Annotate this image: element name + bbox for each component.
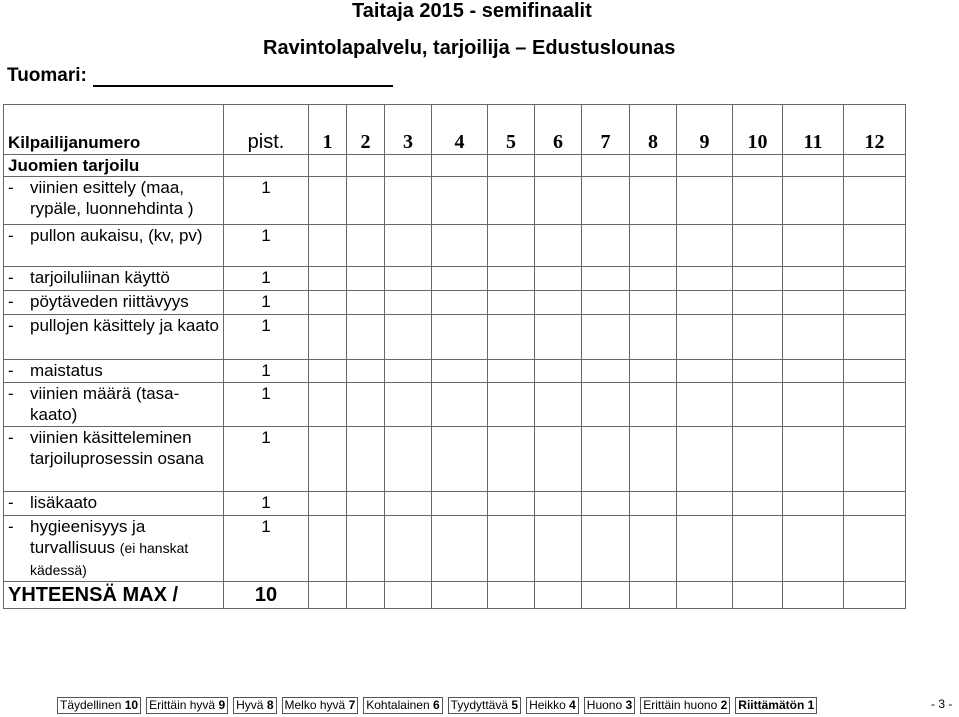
bullet-dash: - <box>8 268 14 287</box>
score-cell[interactable] <box>432 291 488 315</box>
score-cell[interactable] <box>630 225 677 267</box>
criterion-label <box>4 427 224 492</box>
score-cell[interactable] <box>385 315 432 360</box>
score-cell[interactable] <box>309 291 347 315</box>
score-cell[interactable] <box>630 177 677 225</box>
score-cell[interactable] <box>630 582 677 609</box>
score-cell[interactable] <box>733 291 783 315</box>
score-cell[interactable] <box>582 155 630 177</box>
criterion-points: 1 <box>224 177 309 225</box>
scoring-table <box>3 104 906 609</box>
criterion-text: pöytäveden riittävyys <box>30 292 189 311</box>
score-cell[interactable] <box>677 291 733 315</box>
score-cell[interactable] <box>488 291 535 315</box>
competitor-number: 4 <box>432 105 488 155</box>
criterion-points: 1 <box>224 315 309 360</box>
score-cell[interactable] <box>630 492 677 516</box>
bullet-dash: - <box>8 316 14 335</box>
score-cell[interactable] <box>582 267 630 291</box>
score-cell[interactable] <box>677 225 733 267</box>
score-cell[interactable] <box>488 177 535 225</box>
score-cell[interactable] <box>677 383 733 427</box>
criterion-row <box>4 492 906 516</box>
total-points: 10 <box>224 582 309 609</box>
legend-value: 8 <box>266 698 274 712</box>
legend-value: 6 <box>432 698 440 712</box>
score-cell[interactable] <box>309 177 347 225</box>
score-cell[interactable] <box>432 177 488 225</box>
legend-value: 5 <box>511 698 519 712</box>
score-cell[interactable] <box>733 360 783 383</box>
bullet-dash: - <box>8 226 14 245</box>
bullet-dash: - <box>8 384 14 403</box>
score-cell[interactable] <box>844 383 906 427</box>
legend-value: 1 <box>807 698 815 712</box>
score-cell[interactable] <box>488 155 535 177</box>
bullet-dash: - <box>8 517 14 536</box>
score-cell[interactable] <box>488 383 535 427</box>
score-cell[interactable] <box>535 315 582 360</box>
score-cell[interactable] <box>347 582 385 609</box>
score-cell[interactable] <box>844 582 906 609</box>
criterion-text: pullojen käsittely ja kaato <box>30 316 220 335</box>
score-cell[interactable] <box>582 225 630 267</box>
legend-value: 9 <box>218 698 226 712</box>
score-cell[interactable] <box>844 177 906 225</box>
criterion-points: 1 <box>224 492 309 516</box>
score-cell[interactable] <box>347 267 385 291</box>
legend-label: Erittäin huono <box>643 698 718 712</box>
score-cell[interactable] <box>733 225 783 267</box>
score-cell[interactable] <box>432 427 488 492</box>
score-cell[interactable] <box>488 360 535 383</box>
header-row <box>4 105 906 155</box>
score-cell[interactable] <box>432 516 488 582</box>
score-cell[interactable] <box>844 155 906 177</box>
score-cell[interactable] <box>783 267 844 291</box>
score-cell[interactable] <box>432 582 488 609</box>
score-cell[interactable] <box>844 360 906 383</box>
legend-label: Huono <box>586 698 623 712</box>
competitor-number: 10 <box>733 105 783 155</box>
criterion-note: (ei hanskat kädessä) <box>30 540 189 578</box>
legend-value: 7 <box>348 698 356 712</box>
score-cell[interactable] <box>347 492 385 516</box>
score-cell[interactable] <box>630 360 677 383</box>
competitor-number: 6 <box>535 105 582 155</box>
score-cell[interactable] <box>783 225 844 267</box>
score-cell[interactable] <box>844 267 906 291</box>
criterion-points: 1 <box>224 427 309 492</box>
criterion-text: viinien esittely (maa, rypäle, luonnehdinta ) <box>30 178 194 218</box>
score-cell[interactable] <box>347 383 385 427</box>
score-cell[interactable] <box>677 492 733 516</box>
judge-label: Tuomari: <box>7 65 87 86</box>
score-cell[interactable] <box>677 155 733 177</box>
legend-item <box>57 697 141 714</box>
page-number: - 3 - <box>931 697 953 711</box>
score-cell[interactable] <box>844 315 906 360</box>
criterion-text: tarjoiluliinan käyttö <box>30 268 170 287</box>
legend-label: Erittäin hyvä <box>149 698 216 712</box>
score-cell[interactable] <box>309 582 347 609</box>
total-label: YHTEENSÄ MAX / <box>4 582 224 609</box>
score-cell[interactable] <box>630 315 677 360</box>
legend-item <box>233 697 276 714</box>
score-cell[interactable] <box>385 267 432 291</box>
criterion-points: 1 <box>224 516 309 582</box>
score-cell[interactable] <box>582 516 630 582</box>
legend-label: Täydellinen <box>60 698 122 712</box>
score-cell[interactable] <box>432 267 488 291</box>
score-cell[interactable] <box>432 492 488 516</box>
score-cell[interactable] <box>630 427 677 492</box>
score-cell[interactable] <box>783 427 844 492</box>
score-cell[interactable] <box>733 516 783 582</box>
score-cell[interactable] <box>385 383 432 427</box>
criterion-label <box>4 225 224 267</box>
legend-item <box>526 697 579 714</box>
score-cell[interactable] <box>733 427 783 492</box>
score-cell[interactable] <box>844 225 906 267</box>
score-cell[interactable] <box>488 582 535 609</box>
score-cell[interactable] <box>783 291 844 315</box>
criterion-points: 1 <box>224 360 309 383</box>
judge-field <box>7 65 393 87</box>
score-cell[interactable] <box>347 225 385 267</box>
competitor-number: 2 <box>347 105 385 155</box>
score-cell[interactable] <box>309 427 347 492</box>
score-cell[interactable] <box>733 155 783 177</box>
score-cell[interactable] <box>385 492 432 516</box>
score-cell[interactable] <box>535 267 582 291</box>
score-cell[interactable] <box>385 427 432 492</box>
legend-value: 10 <box>124 698 139 712</box>
competitor-number: 1 <box>309 105 347 155</box>
score-cell[interactable] <box>844 427 906 492</box>
judge-signature-line[interactable] <box>93 67 393 87</box>
legend-value: 3 <box>625 698 633 712</box>
legend-value: 2 <box>720 698 728 712</box>
score-cell[interactable] <box>677 516 733 582</box>
score-cell[interactable] <box>582 360 630 383</box>
criterion-points: 1 <box>224 291 309 315</box>
criterion-row <box>4 225 906 267</box>
score-cell[interactable] <box>347 155 385 177</box>
document-subtitle: Ravintolapalvelu, tarjoilija – Edustuslounas <box>263 37 676 59</box>
competitor-number: 12 <box>844 105 906 155</box>
criterion-label <box>4 383 224 427</box>
competitor-number: 8 <box>630 105 677 155</box>
score-cell[interactable] <box>535 383 582 427</box>
criterion-row <box>4 383 906 427</box>
legend-label: Riittämätön <box>738 698 805 712</box>
score-cell[interactable] <box>630 267 677 291</box>
legend-item <box>640 697 730 714</box>
score-cell[interactable] <box>677 315 733 360</box>
criterion-label <box>4 516 224 582</box>
score-cell[interactable] <box>347 516 385 582</box>
competitor-number: 7 <box>582 105 630 155</box>
score-cell[interactable] <box>733 383 783 427</box>
score-cell[interactable] <box>488 267 535 291</box>
criterion-label <box>4 291 224 315</box>
bullet-dash: - <box>8 428 14 447</box>
score-cell[interactable] <box>432 360 488 383</box>
bullet-dash: - <box>8 178 14 197</box>
legend-label: Tyydyttävä <box>450 698 509 712</box>
score-cell[interactable] <box>844 492 906 516</box>
score-cell[interactable] <box>733 315 783 360</box>
score-cell[interactable] <box>844 291 906 315</box>
score-cell[interactable] <box>733 267 783 291</box>
score-cell[interactable] <box>677 360 733 383</box>
criterion-text: pullon aukaisu, (kv, pv) <box>30 226 203 245</box>
score-cell[interactable] <box>783 155 844 177</box>
legend-item <box>363 697 442 714</box>
score-cell[interactable] <box>733 492 783 516</box>
score-cell[interactable] <box>733 582 783 609</box>
legend-item <box>735 697 817 714</box>
score-cell[interactable] <box>432 315 488 360</box>
legend-value: 4 <box>569 698 576 712</box>
score-cell[interactable] <box>488 516 535 582</box>
score-cell[interactable] <box>535 291 582 315</box>
criterion-text: viinien käsitteleminen tarjoiluprosessin osana <box>30 428 204 468</box>
score-cell[interactable] <box>582 315 630 360</box>
score-cell[interactable] <box>309 315 347 360</box>
grading-legend <box>57 697 817 714</box>
legend-item <box>146 697 228 714</box>
score-cell[interactable] <box>535 427 582 492</box>
score-cell[interactable] <box>582 383 630 427</box>
criterion-row <box>4 516 906 582</box>
score-cell[interactable] <box>535 582 582 609</box>
score-cell[interactable] <box>385 291 432 315</box>
score-cell[interactable] <box>347 360 385 383</box>
score-cell[interactable] <box>309 360 347 383</box>
competitor-number: 9 <box>677 105 733 155</box>
score-cell[interactable] <box>535 516 582 582</box>
score-cell[interactable] <box>630 291 677 315</box>
criterion-row <box>4 360 906 383</box>
criterion-text: viinien määrä (tasa-kaato) <box>30 384 180 424</box>
competitor-number: 3 <box>385 105 432 155</box>
score-cell[interactable] <box>309 516 347 582</box>
score-cell[interactable] <box>677 177 733 225</box>
score-cell[interactable] <box>432 225 488 267</box>
criterion-points: 1 <box>224 383 309 427</box>
criterion-label <box>4 177 224 225</box>
legend-label: Melko hyvä <box>284 698 346 712</box>
competitor-number-label: Kilpailijanumero <box>4 105 224 155</box>
criterion-row <box>4 291 906 315</box>
bullet-dash: - <box>8 493 14 512</box>
score-cell[interactable] <box>582 582 630 609</box>
criterion-row <box>4 267 906 291</box>
bullet-dash: - <box>8 361 14 380</box>
score-cell[interactable] <box>783 582 844 609</box>
criterion-label <box>4 492 224 516</box>
points-header: pist. <box>224 105 309 155</box>
score-cell[interactable] <box>733 177 783 225</box>
score-cell[interactable] <box>385 360 432 383</box>
section-row <box>4 155 906 177</box>
bullet-dash: - <box>8 292 14 311</box>
score-cell[interactable] <box>535 492 582 516</box>
legend-label: Hyvä <box>236 698 264 712</box>
section-title: Juomien tarjoilu <box>4 155 224 177</box>
score-cell[interactable] <box>309 383 347 427</box>
criterion-label <box>4 315 224 360</box>
score-cell[interactable] <box>783 315 844 360</box>
criterion-text: hygieenisyys ja turvallisuus <box>30 517 146 557</box>
score-cell[interactable] <box>488 225 535 267</box>
legend-item <box>584 697 635 714</box>
score-cell[interactable] <box>582 492 630 516</box>
score-cell[interactable] <box>385 155 432 177</box>
score-cell[interactable] <box>582 177 630 225</box>
score-cell[interactable] <box>432 383 488 427</box>
score-cell[interactable] <box>783 360 844 383</box>
legend-label: Heikko <box>529 698 566 712</box>
score-cell[interactable] <box>347 177 385 225</box>
legend-item <box>448 697 521 714</box>
score-cell[interactable] <box>535 225 582 267</box>
criterion-text: maistatus <box>30 361 103 380</box>
score-cell[interactable] <box>309 492 347 516</box>
points-cell <box>224 155 309 177</box>
score-cell[interactable] <box>783 383 844 427</box>
score-cell[interactable] <box>309 155 347 177</box>
competitor-number: 11 <box>783 105 844 155</box>
criterion-label <box>4 360 224 383</box>
score-cell[interactable] <box>677 582 733 609</box>
score-cell[interactable] <box>347 291 385 315</box>
criterion-points: 1 <box>224 267 309 291</box>
total-row <box>4 582 906 609</box>
criterion-points: 1 <box>224 225 309 267</box>
document-title: Taitaja 2015 - semifinaalit <box>352 0 592 22</box>
score-cell[interactable] <box>582 291 630 315</box>
score-cell[interactable] <box>385 516 432 582</box>
legend-label: Kohtalainen <box>366 698 430 712</box>
criterion-label <box>4 267 224 291</box>
score-cell[interactable] <box>630 383 677 427</box>
score-cell[interactable] <box>677 427 733 492</box>
score-cell[interactable] <box>630 516 677 582</box>
criterion-row <box>4 427 906 492</box>
score-cell[interactable] <box>488 315 535 360</box>
score-cell[interactable] <box>347 427 385 492</box>
legend-item <box>282 697 359 714</box>
score-cell[interactable] <box>385 582 432 609</box>
score-cell[interactable] <box>677 267 733 291</box>
score-cell[interactable] <box>309 267 347 291</box>
score-cell[interactable] <box>783 177 844 225</box>
score-cell[interactable] <box>535 155 582 177</box>
score-cell[interactable] <box>385 177 432 225</box>
score-cell[interactable] <box>488 427 535 492</box>
competitor-number: 5 <box>488 105 535 155</box>
score-cell[interactable] <box>630 155 677 177</box>
criterion-row <box>4 177 906 225</box>
score-cell[interactable] <box>488 492 535 516</box>
score-cell[interactable] <box>432 155 488 177</box>
criterion-text: lisäkaato <box>30 493 98 512</box>
score-cell[interactable] <box>535 360 582 383</box>
score-cell[interactable] <box>844 516 906 582</box>
score-cell[interactable] <box>347 315 385 360</box>
score-cell[interactable] <box>309 225 347 267</box>
score-cell[interactable] <box>783 516 844 582</box>
score-cell[interactable] <box>783 492 844 516</box>
score-cell[interactable] <box>535 177 582 225</box>
score-cell[interactable] <box>385 225 432 267</box>
criterion-row <box>4 315 906 360</box>
score-cell[interactable] <box>582 427 630 492</box>
